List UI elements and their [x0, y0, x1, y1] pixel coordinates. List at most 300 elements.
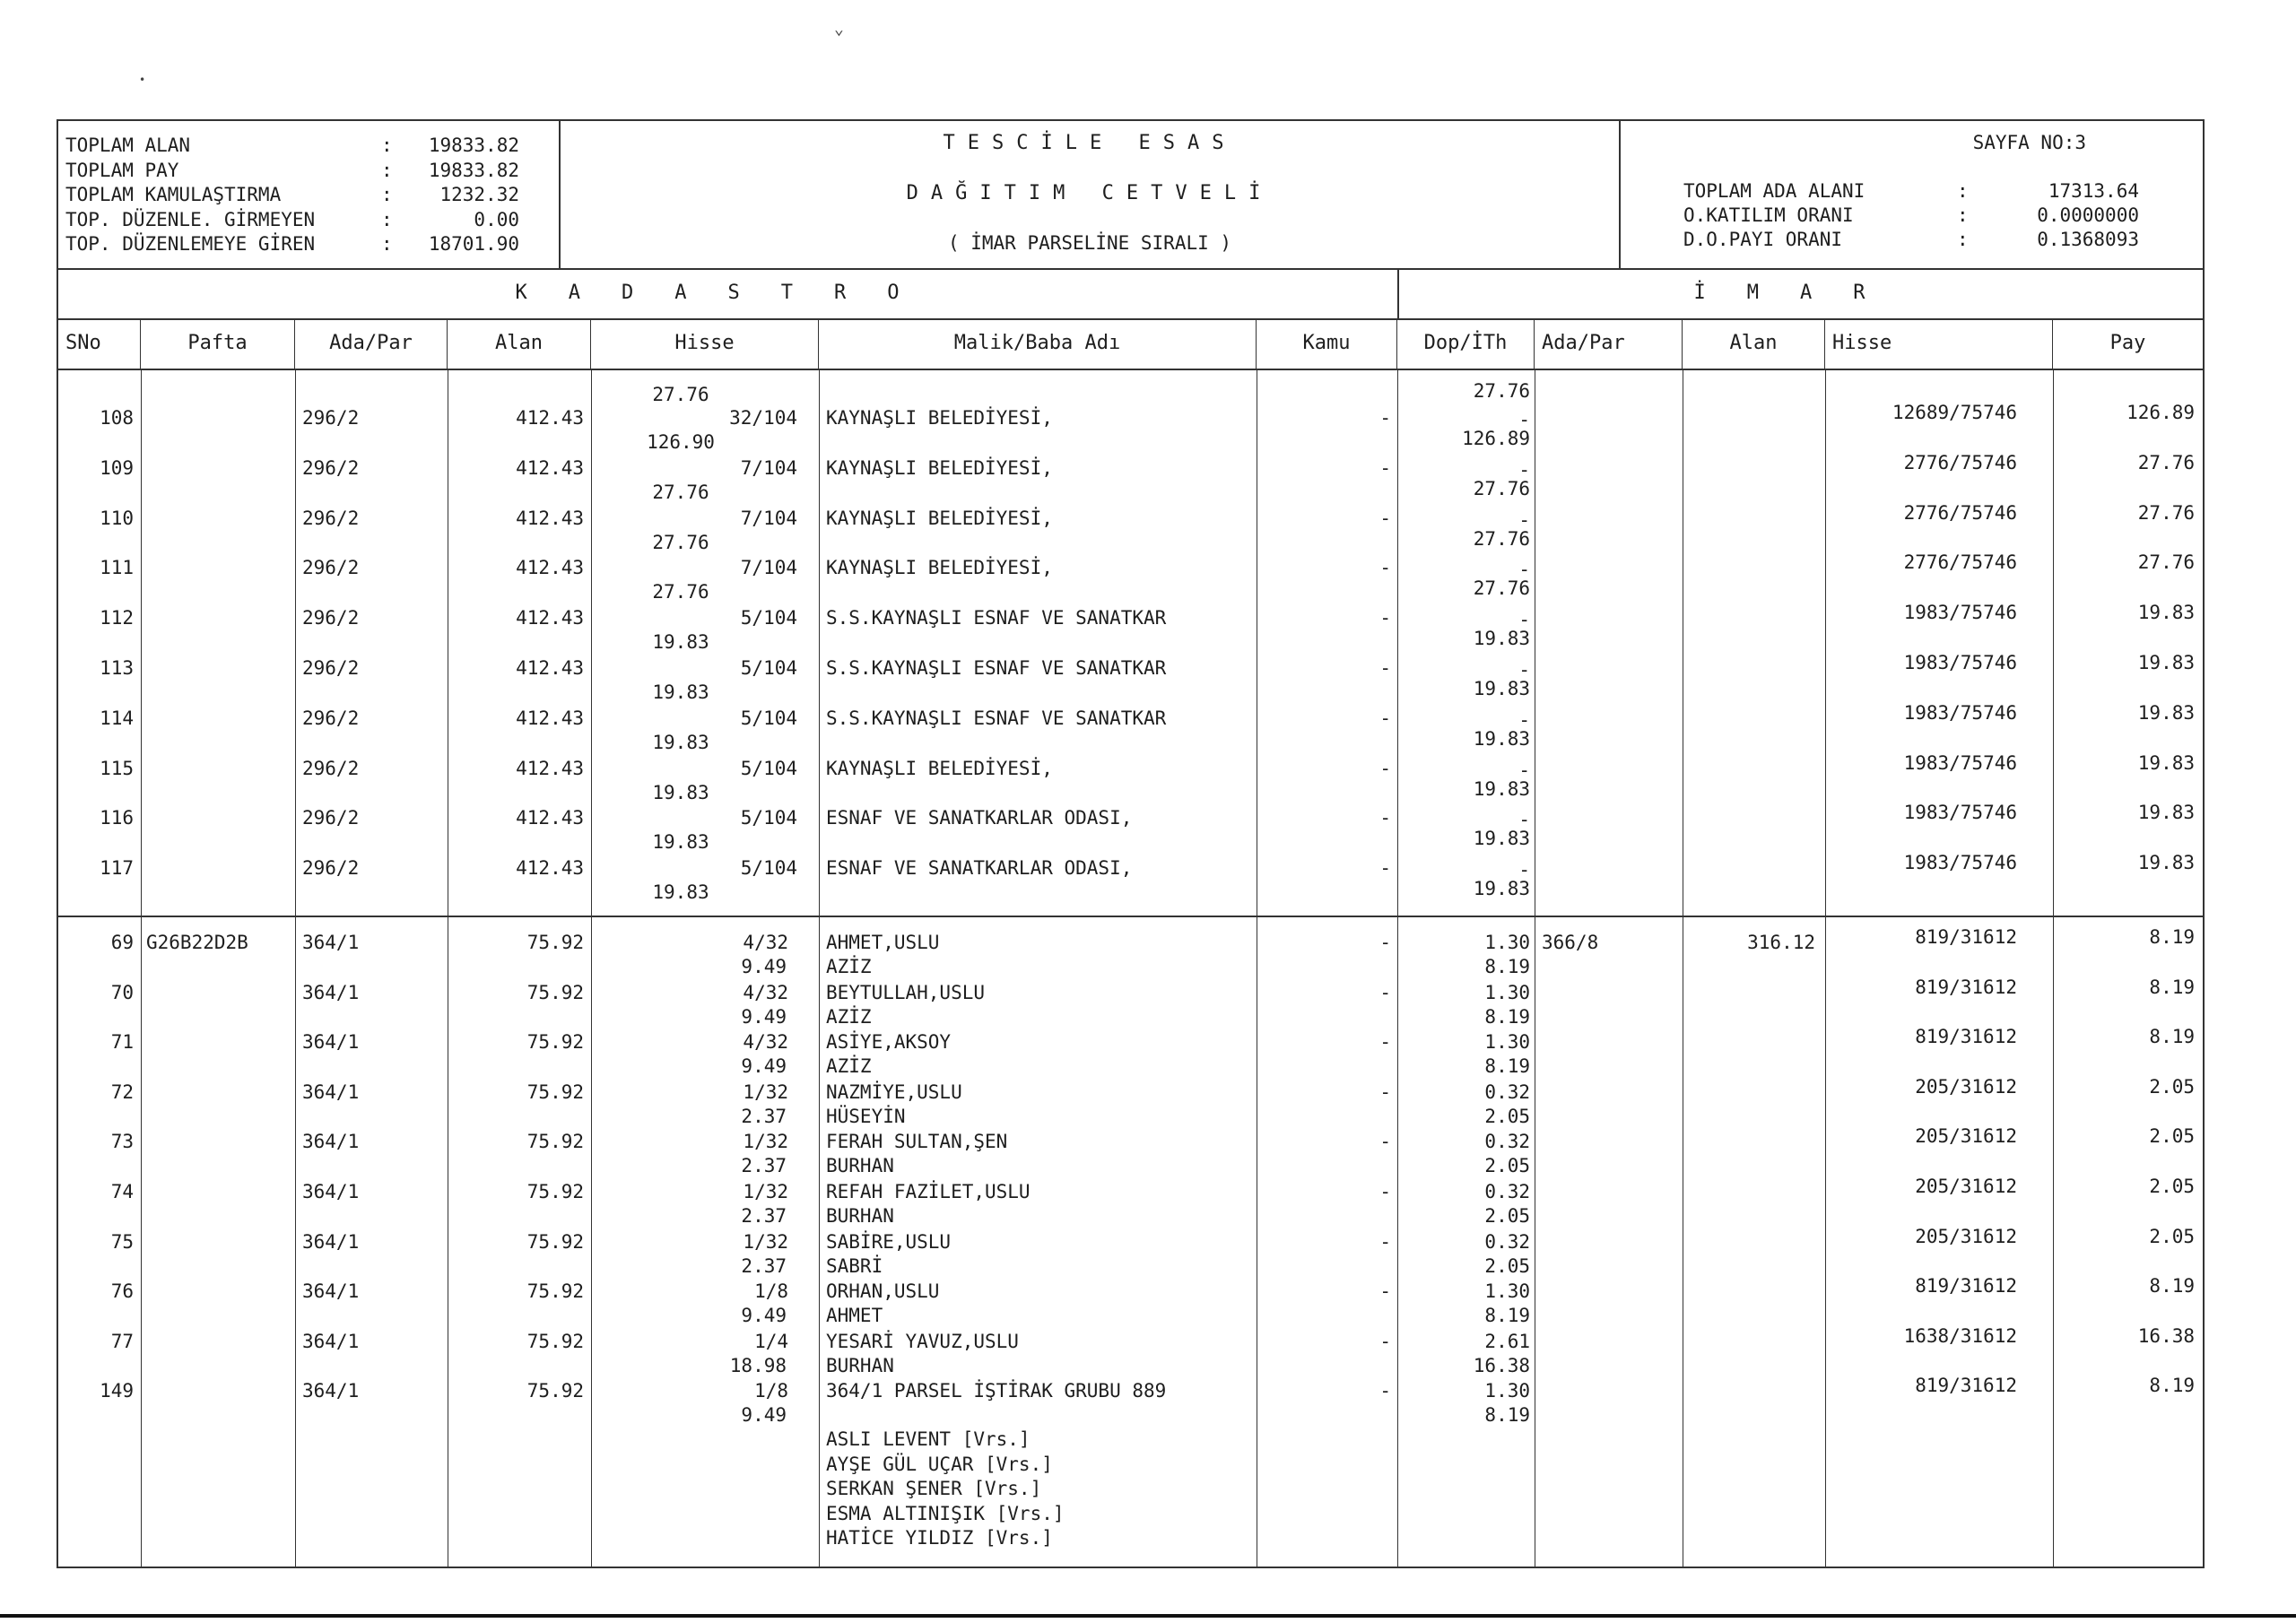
alan: 412.43	[516, 557, 584, 579]
dop-value: 126.89	[1462, 428, 1530, 449]
alan: 75.92	[526, 1181, 584, 1202]
hisse-value: 2.37	[741, 1205, 787, 1227]
summary-left-row	[65, 232, 559, 257]
imar-hisse: 1983/75746	[1903, 602, 2017, 624]
malik: 364/1 PARSEL İŞTİRAK GRUBU 889	[826, 1380, 1167, 1402]
hisse: 32/104	[729, 407, 797, 429]
column-header: SNo	[58, 318, 141, 369]
malik: YESARİ YAVUZ,USLU	[826, 1330, 1019, 1352]
column-header: Malik/Baba Adı	[819, 318, 1257, 369]
sno: 108	[100, 407, 134, 429]
heir-name: ASLI LEVENT [Vrs.]	[826, 1428, 1031, 1451]
summary-value: 19833.82	[428, 135, 519, 156]
kamu: -	[1379, 1330, 1391, 1352]
alan: 412.43	[516, 757, 584, 779]
imar-hisse: 1983/75746	[1903, 751, 2017, 774]
sno: 70	[110, 981, 134, 1003]
dop-value: 19.83	[1473, 777, 1530, 800]
malik: KAYNAŞLI BELEDİYESİ,	[826, 456, 1053, 479]
summary-right-row	[1683, 229, 2139, 253]
alan: 75.92	[526, 1230, 584, 1253]
summary-sep: :	[381, 208, 393, 230]
summary-label: TOPLAM ADA ALANI	[1683, 180, 1866, 202]
ada-par: 296/2	[302, 507, 360, 529]
dop-value: 2.05	[1484, 1105, 1530, 1127]
heir-name: SERKAN ŞENER [Vrs.]	[826, 1478, 1042, 1500]
summary-sep: :	[1957, 204, 1969, 226]
malik: ESNAF VE SANATKARLAR ODASI,	[826, 857, 1133, 880]
ada-par: 296/2	[302, 657, 360, 679]
pay: 126.89	[2126, 402, 2195, 423]
baba-adi: BURHAN	[826, 1205, 894, 1227]
summary-value: 19833.82	[428, 159, 519, 181]
imar-hisse: 819/31612	[1915, 1375, 2017, 1397]
hisse-value: 19.83	[652, 781, 709, 803]
kamu: -	[1379, 1081, 1391, 1103]
imar-hisse: 819/31612	[1915, 1275, 2017, 1298]
imar-hisse: 2776/75746	[1903, 451, 2017, 473]
ada-par: 364/1	[302, 932, 360, 953]
ada-par: 296/2	[302, 807, 360, 829]
alan: 412.43	[516, 857, 584, 880]
summary-sep: :	[381, 159, 393, 181]
hisse-value: 9.49	[741, 1005, 787, 1028]
alan: 412.43	[516, 456, 584, 479]
imar-hisse: 819/31612	[1915, 1026, 2017, 1048]
dop-value: 8.19	[1484, 956, 1530, 977]
sno: 110	[100, 507, 134, 529]
alan: 75.92	[526, 1330, 584, 1352]
dop: -	[1518, 458, 1530, 481]
hisse-value: 27.76	[652, 531, 709, 553]
pay: 8.19	[2149, 926, 2195, 948]
heir-name: ESMA ALTINIŞIK [Vrs.]	[826, 1502, 1065, 1524]
kamu: -	[1379, 1181, 1391, 1202]
imar-hisse: 1983/75746	[1903, 701, 2017, 724]
hisse: 5/104	[740, 757, 797, 779]
column-header: Hisse	[1825, 318, 2053, 369]
summary-value: 18701.90	[428, 233, 519, 255]
alan: 75.92	[526, 1031, 584, 1054]
dop-value: 19.83	[1473, 628, 1530, 650]
heir-name: AYŞE GÜL UÇAR [Vrs.]	[826, 1453, 1053, 1475]
sno: 112	[100, 607, 134, 629]
alan: 412.43	[516, 407, 584, 429]
imar-hisse: 1638/31612	[1903, 1324, 2017, 1347]
summary-label: TOPLAM PAY	[65, 159, 179, 181]
hisse: 7/104	[740, 557, 797, 579]
kamu: -	[1379, 607, 1391, 629]
page-number: SAYFA NO:3	[1972, 132, 2086, 153]
title-line-3: ( İMAR PARSELİNE SIRALI )	[947, 232, 1232, 254]
summary-label: TOP. DÜZENLE. GİRMEYEN	[65, 208, 316, 230]
hisse: 4/32	[743, 1031, 788, 1054]
baba-adi: SABRİ	[826, 1254, 883, 1277]
alan: 75.92	[526, 1280, 584, 1303]
imar-hisse: 819/31612	[1915, 926, 2017, 948]
sno: 74	[110, 1181, 134, 1202]
imar-hisse: 12689/75746	[1892, 402, 2017, 423]
hisse-value: 19.83	[652, 881, 709, 904]
malik: KAYNAŞLI BELEDİYESİ,	[826, 507, 1053, 529]
kamu: -	[1379, 1230, 1391, 1253]
sno: 73	[110, 1131, 134, 1153]
sno: 72	[110, 1081, 134, 1103]
hisse-value: 9.49	[741, 956, 787, 977]
pay: 2.05	[2149, 1075, 2195, 1098]
ada-par: 364/1	[302, 1031, 360, 1054]
malik: KAYNAŞLI BELEDİYESİ,	[826, 407, 1053, 429]
scan-speck: ⌄	[834, 20, 844, 39]
summary-sep: :	[381, 233, 393, 255]
kamu: -	[1379, 507, 1391, 529]
alan: 412.43	[516, 507, 584, 529]
dop: 0.32	[1484, 1230, 1530, 1253]
kamu: -	[1379, 657, 1391, 679]
hisse: 1/8	[754, 1280, 788, 1303]
malik: AHMET,USLU	[826, 932, 940, 953]
malik: ASİYE,AKSOY	[826, 1031, 952, 1054]
baba-adi: BURHAN	[826, 1354, 894, 1376]
hisse-value: 9.49	[741, 1404, 787, 1427]
summary-value: 0.1368093	[2037, 229, 2139, 250]
hisse-value: 2.37	[741, 1105, 787, 1127]
kamu: -	[1379, 932, 1391, 953]
sno: 71	[110, 1031, 134, 1054]
column-header: Ada/Par	[1535, 318, 1683, 369]
hisse-value: 2.37	[741, 1254, 787, 1277]
dop-value: 16.38	[1473, 1354, 1530, 1376]
pay: 8.19	[2149, 1275, 2195, 1298]
ada-par: 296/2	[302, 707, 360, 729]
malik: S.S.KAYNAŞLI ESNAF VE SANATKAR	[826, 707, 1167, 729]
ada-par: 364/1	[302, 1181, 360, 1202]
pay: 19.83	[2137, 751, 2195, 774]
alan: 412.43	[516, 707, 584, 729]
hisse: 5/104	[740, 607, 797, 629]
hisse: 5/104	[740, 807, 797, 829]
summary-right-row	[1683, 204, 2139, 229]
alan: 75.92	[526, 932, 584, 953]
alan: 412.43	[516, 657, 584, 679]
malik: FERAH SULTAN,ŞEN	[826, 1131, 1008, 1153]
pay: 2.05	[2149, 1225, 2195, 1247]
malik: BEYTULLAH,USLU	[826, 981, 986, 1003]
pay: 27.76	[2137, 501, 2195, 524]
sno: 77	[110, 1330, 134, 1352]
pay: 19.83	[2137, 802, 2195, 824]
title-line-1: TESCİLE ESAS	[943, 132, 1237, 154]
alan: 75.92	[526, 1081, 584, 1103]
imar-hisse: 1983/75746	[1903, 802, 2017, 824]
summary-label: TOPLAM ALAN	[65, 135, 191, 156]
summary-label: O.KATILIM ORANI	[1683, 204, 1854, 226]
hisse-value: 2.37	[741, 1155, 787, 1177]
column-header: Ada/Par	[295, 318, 448, 369]
ada-par: 364/1	[302, 1280, 360, 1303]
group-separator	[58, 916, 2203, 917]
hisse: 5/104	[740, 707, 797, 729]
kamu: -	[1379, 456, 1391, 479]
baba-adi: AHMET	[826, 1305, 883, 1327]
hisse-value: 9.49	[741, 1305, 787, 1327]
summary-left-row	[65, 183, 559, 208]
dop: 1.30	[1484, 1031, 1530, 1054]
malik: KAYNAŞLI BELEDİYESİ,	[826, 557, 1053, 579]
dop: -	[1518, 508, 1530, 531]
summary-label: TOPLAM KAMULAŞTIRMA	[65, 184, 282, 205]
sno: 69	[110, 932, 134, 953]
kamu: -	[1379, 857, 1391, 880]
sno: 75	[110, 1230, 134, 1253]
baba-adi: BURHAN	[826, 1155, 894, 1177]
dop: -	[1518, 609, 1530, 631]
imar-hisse: 205/31612	[1915, 1176, 2017, 1197]
hisse-value: 9.49	[741, 1055, 787, 1078]
document-header	[58, 121, 2203, 270]
malik: S.S.KAYNAŞLI ESNAF VE SANATKAR	[826, 607, 1167, 629]
dop-value: 8.19	[1484, 1055, 1530, 1078]
pay: 19.83	[2137, 602, 2195, 624]
dop: 1.30	[1484, 1380, 1530, 1402]
summary-value: 0.0000000	[2037, 204, 2139, 226]
summary-value: 1232.32	[439, 184, 519, 205]
section-band	[58, 268, 2203, 320]
dop: -	[1518, 409, 1530, 430]
alan: 75.92	[526, 1131, 584, 1153]
summary-right-row	[1683, 180, 2139, 204]
dop-value: 19.83	[1473, 828, 1530, 850]
pay: 2.05	[2149, 1125, 2195, 1148]
summary-sep: :	[381, 184, 393, 205]
column-header: Alan	[448, 318, 591, 369]
ada-par: 364/1	[302, 1380, 360, 1402]
ada-par: 296/2	[302, 407, 360, 429]
hisse: 4/32	[743, 981, 788, 1003]
dop-value: 2.05	[1484, 1254, 1530, 1277]
hisse: 5/104	[740, 657, 797, 679]
ada-par: 364/1	[302, 1131, 360, 1153]
column-divider	[819, 369, 820, 1567]
hisse: 1/32	[743, 1230, 788, 1253]
imar-hisse: 2776/75746	[1903, 551, 2017, 574]
section-kadastro: KADASTRO	[58, 268, 1399, 318]
kamu: -	[1379, 1031, 1391, 1054]
summary-right	[1619, 121, 2203, 268]
pay: 16.38	[2137, 1324, 2195, 1347]
hisse: 5/104	[740, 857, 797, 880]
dop: 1.30	[1484, 932, 1530, 953]
kamu: -	[1379, 757, 1391, 779]
malik: REFAH FAZİLET,USLU	[826, 1181, 1031, 1202]
summary-sep: :	[1957, 229, 1969, 250]
sno: 109	[100, 456, 134, 479]
hisse-value: 19.83	[652, 681, 709, 703]
summary-value: 17313.64	[2048, 180, 2139, 202]
kamu: -	[1379, 981, 1391, 1003]
imar-hisse: 2776/75746	[1903, 501, 2017, 524]
ada-par: 364/1	[302, 1330, 360, 1352]
dop-value: 8.19	[1484, 1404, 1530, 1427]
baba-adi: AZİZ	[826, 956, 872, 977]
dop: 0.32	[1484, 1181, 1530, 1202]
pay: 19.83	[2137, 701, 2195, 724]
hisse-value: 27.76	[652, 581, 709, 603]
dop: -	[1518, 809, 1530, 831]
title-line-2: DAĞITIM CETVELİ	[906, 182, 1274, 204]
imar-hisse: 1983/75746	[1903, 852, 2017, 874]
malik: KAYNAŞLI BELEDİYESİ,	[826, 757, 1053, 779]
document-title	[561, 121, 1621, 268]
baba-adi: HÜSEYİN	[826, 1105, 906, 1127]
dop: 0.32	[1484, 1081, 1530, 1103]
sno: 113	[100, 657, 134, 679]
ada-par: 364/1	[302, 1081, 360, 1103]
alan: 412.43	[516, 807, 584, 829]
summary-sep: :	[1957, 180, 1969, 202]
kamu: -	[1379, 707, 1391, 729]
hisse: 1/32	[743, 1081, 788, 1103]
sno: 149	[100, 1380, 134, 1402]
dop-value: 8.19	[1484, 1305, 1530, 1327]
summary-sep: :	[381, 135, 393, 156]
column-header: Pafta	[141, 318, 295, 369]
summary-label: TOP. DÜZENLEMEYE GİREN	[65, 233, 316, 255]
distribution-table	[57, 119, 2205, 1568]
dop-value: 8.19	[1484, 1005, 1530, 1028]
hisse: 1/8	[754, 1380, 788, 1402]
pay: 8.19	[2149, 976, 2195, 998]
section-imar: İMAR	[1693, 282, 1907, 304]
dop: -	[1518, 659, 1530, 681]
pay: 8.19	[2149, 1026, 2195, 1048]
dop: 1.30	[1484, 981, 1530, 1003]
column-divider	[295, 369, 296, 1567]
column-header: Kamu	[1257, 318, 1397, 369]
hisse-value: 126.90	[647, 431, 715, 453]
hisse-value: 27.76	[652, 481, 709, 503]
dop-value-top: 27.76	[1473, 380, 1530, 402]
kamu: -	[1379, 1380, 1391, 1402]
dop-value: 19.83	[1473, 878, 1530, 900]
sno: 111	[100, 557, 134, 579]
malik: S.S.KAYNAŞLI ESNAF VE SANATKAR	[826, 657, 1167, 679]
hisse: 1/32	[743, 1131, 788, 1153]
hisse: 1/4	[754, 1330, 788, 1352]
hisse-value: 19.83	[652, 631, 709, 654]
dop-value: 19.83	[1473, 727, 1530, 750]
ada-par: 296/2	[302, 456, 360, 479]
column-header: Dop/İTh	[1397, 318, 1535, 369]
pay: 19.83	[2137, 652, 2195, 673]
ada-par: 364/1	[302, 1230, 360, 1253]
dop-value: 27.76	[1473, 477, 1530, 499]
imar-hisse: 205/31612	[1915, 1075, 2017, 1098]
baba-adi: AZİZ	[826, 1005, 872, 1028]
imar-ada-par: 366/8	[1542, 932, 1599, 953]
imar-hisse: 205/31612	[1915, 1225, 2017, 1247]
sno: 114	[100, 707, 134, 729]
scan-speck: •	[139, 74, 146, 86]
malik: ESNAF VE SANATKARLAR ODASI,	[826, 807, 1133, 829]
dop: -	[1518, 859, 1530, 881]
bottom-rule	[0, 1614, 2296, 1618]
dop: -	[1518, 759, 1530, 781]
ada-par: 296/2	[302, 557, 360, 579]
dop-value: 27.76	[1473, 577, 1530, 600]
hisse-value: 19.83	[652, 831, 709, 854]
pay: 8.19	[2149, 1375, 2195, 1397]
dop-value: 27.76	[1473, 527, 1530, 550]
ada-par: 296/2	[302, 857, 360, 880]
dop: 0.32	[1484, 1131, 1530, 1153]
pay: 19.83	[2137, 852, 2195, 874]
dop: -	[1518, 559, 1530, 581]
column-header: Hisse	[591, 318, 819, 369]
malik: SABİRE,USLU	[826, 1230, 952, 1253]
pay: 27.76	[2137, 551, 2195, 574]
summary-left-row	[65, 159, 559, 184]
sno: 116	[100, 807, 134, 829]
hisse-value: 18.98	[729, 1354, 787, 1376]
column-headers	[58, 318, 2203, 370]
heir-name: HATİCE YILDIZ [Vrs.]	[826, 1527, 1053, 1549]
hisse: 7/104	[740, 456, 797, 479]
sno: 76	[110, 1280, 134, 1303]
column-header: Pay	[2109, 332, 2146, 354]
column-header: Alan	[1683, 318, 1825, 369]
summary-left	[58, 121, 561, 268]
dop-value: 2.05	[1484, 1155, 1530, 1177]
dop: 2.61	[1484, 1330, 1530, 1352]
alan: 75.92	[526, 1380, 584, 1402]
kamu: -	[1379, 1131, 1391, 1153]
kamu: -	[1379, 407, 1391, 429]
imar-hisse: 205/31612	[1915, 1125, 2017, 1148]
ada-par: 296/2	[302, 607, 360, 629]
baba-adi: AZİZ	[826, 1055, 872, 1078]
hisse-value-top: 27.76	[652, 384, 709, 405]
alan: 75.92	[526, 981, 584, 1003]
summary-left-row	[65, 134, 559, 159]
pafta: G26B22D2B	[146, 932, 248, 953]
ada-par: 364/1	[302, 981, 360, 1003]
hisse: 7/104	[740, 507, 797, 529]
imar-hisse: 819/31612	[1915, 976, 2017, 998]
dop: 1.30	[1484, 1280, 1530, 1303]
pay: 27.76	[2137, 451, 2195, 473]
dop: -	[1518, 708, 1530, 731]
ada-par: 296/2	[302, 757, 360, 779]
imar-alan: 316.12	[1747, 932, 1815, 953]
sno: 117	[100, 857, 134, 880]
hisse-value: 19.83	[652, 731, 709, 753]
summary-value: 0.00	[474, 208, 519, 230]
hisse: 1/32	[743, 1181, 788, 1202]
hisse: 4/32	[743, 932, 788, 953]
kamu: -	[1379, 1280, 1391, 1303]
malik: NAZMİYE,USLU	[826, 1081, 962, 1103]
summary-left-row	[65, 208, 559, 233]
malik: ORHAN,USLU	[826, 1280, 940, 1303]
column-divider	[141, 369, 142, 1567]
imar-hisse: 1983/75746	[1903, 652, 2017, 673]
dop-value: 2.05	[1484, 1205, 1530, 1227]
alan: 412.43	[516, 607, 584, 629]
kamu: -	[1379, 557, 1391, 579]
summary-label: D.O.PAYI ORANI	[1683, 229, 1843, 250]
pay: 2.05	[2149, 1176, 2195, 1197]
